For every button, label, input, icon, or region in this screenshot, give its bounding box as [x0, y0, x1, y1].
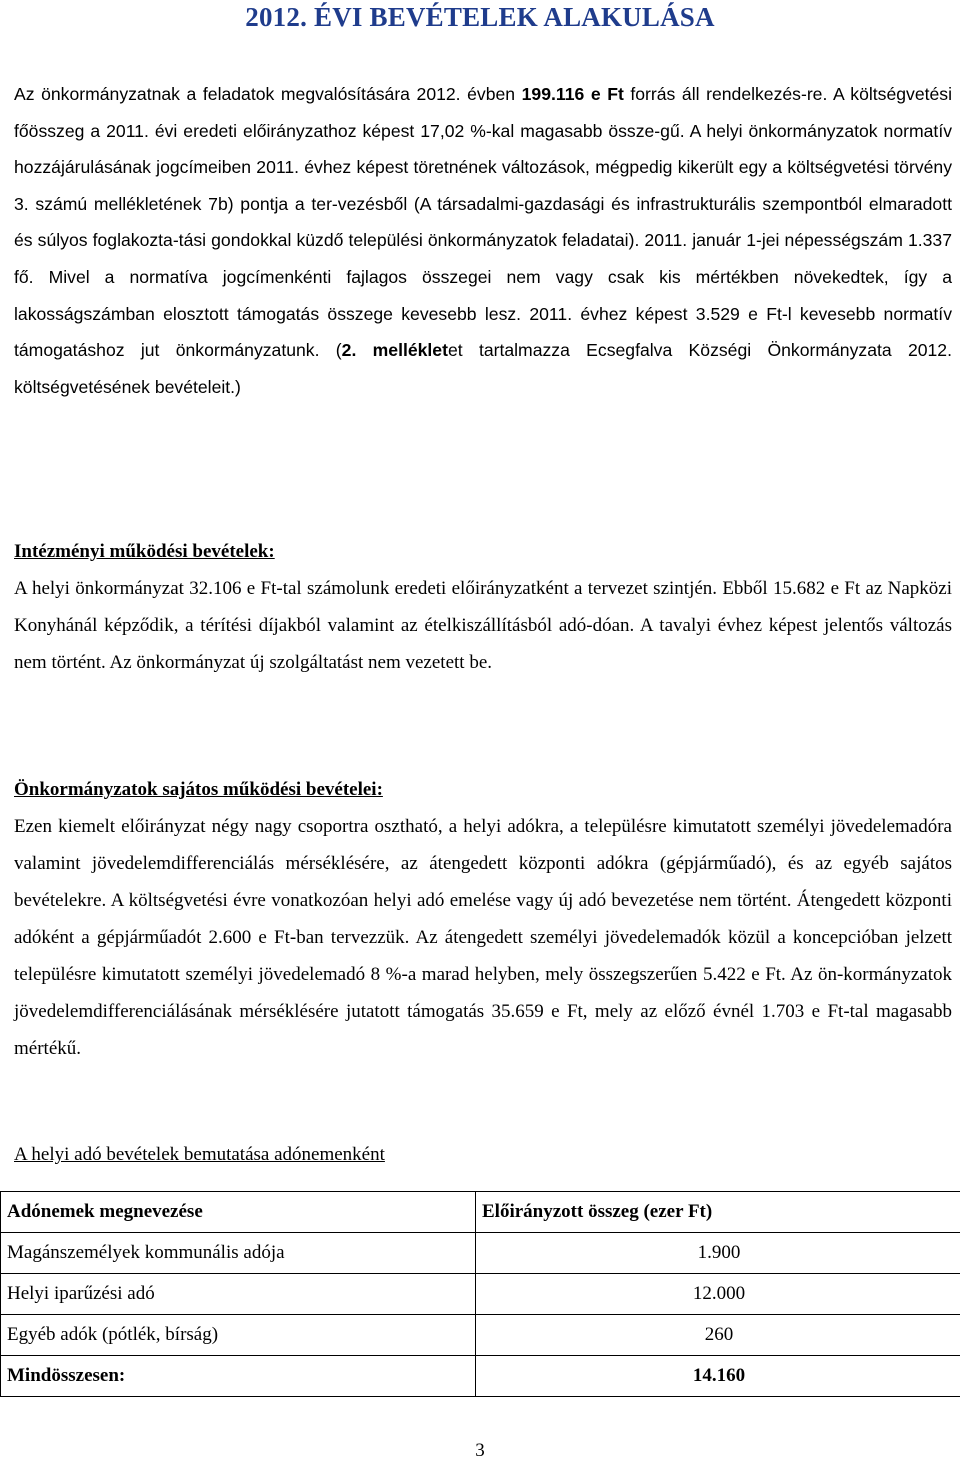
page-title: 2012. ÉVI BEVÉTELEK ALAKULÁSA	[245, 2, 715, 32]
tax-amount-cell: 260	[476, 1315, 960, 1356]
tax-name-cell: Egyéb adók (pótlék, bírság)	[1, 1315, 476, 1356]
local-tax-table	[0, 1191, 960, 1397]
table-header-amount: Előirányzott összeg (ezer Ft)	[476, 1192, 960, 1233]
intro-paragraph	[14, 76, 952, 405]
institutional-revenue-heading: Intézményi működési bevételek:	[14, 541, 275, 562]
intro-text-1: Az önkormányzatnak a feladatok megvalósítására 2012. évben	[14, 84, 522, 104]
institutional-revenue-paragraph: A helyi önkormányzat 32.106 e Ft-tal számolunk eredeti előirányzatként a tervezet szintjén. Ebből 15.682 e Ft az Napközi Konyhánál képződik, a térítési díjakból valamint az ételkiszállításból adó-dóan. A tavalyi évhez képest jelentős változás nem történt. Az önkormányzat új szolgáltatást nem vezetett be.	[14, 578, 952, 673]
own-revenue-heading: Önkormányzatok sajátos működési bevételei:	[14, 779, 383, 800]
tax-name-cell: Helyi iparűzési adó	[1, 1274, 476, 1315]
table-row	[1, 1274, 960, 1315]
table-row	[1, 1315, 960, 1356]
table-header-row	[1, 1192, 960, 1233]
institutional-revenue-section	[14, 533, 952, 681]
table-total-row	[1, 1356, 960, 1397]
tax-name-cell: Magánszemélyek kommunális adója	[1, 1233, 476, 1274]
local-tax-subheading: A helyi adó bevételek bemutatása adónemenként	[14, 1144, 385, 1165]
total-label-cell: Mindösszesen:	[1, 1356, 476, 1397]
total-amount-cell: 14.160	[476, 1356, 960, 1397]
own-revenue-paragraph: Ezen kiemelt előirányzat négy nagy csoportra osztható, a helyi adókra, a településre kimutatott személyi jövedelemadóra valamint jövedelemdifferenciálás mérséklésére, az átengedett központi adókra (gépjárműadó), és az egyéb sajátos bevételekre. A költségvetési évre vonatkozóan helyi adó emelése vagy új adó bevezetése nem történt. Átengedett központi adóként a gépjárműadót 2.600 e Ft-ban tervezzük. Az átengedett személyi jövedelemadók közül a koncepcióban jelzett településre kimutatott személyi jövedelemadó 8 %-a marad helyben, mely összegszerűen 5.422 e Ft. Az ön-kormányzatok jövedelemdifferenciálásának mérséklésére jutatott támogatás 35.659 e Ft, mely az előző évnél 1.703 e Ft-tal magasabb mértékű.	[14, 816, 952, 1059]
page-number: 3	[475, 1440, 485, 1461]
intro-text-3: et tartalmazza Ecsegfalva Községi Önkormányzata 2012. költségvetésének bevételeit.)	[14, 340, 952, 397]
table-header-name: Adónemek megnevezése	[1, 1192, 476, 1233]
tax-amount-cell: 12.000	[476, 1274, 960, 1315]
intro-section	[14, 76, 952, 405]
intro-annex-reference: 2. melléklet	[341, 340, 448, 361]
intro-total-amount: 199.116 e Ft	[521, 84, 624, 104]
local-tax-section	[14, 1136, 952, 1173]
intro-text-2: forrás áll rendelkezés-re. A költségvetési főösszeg a 2011. évi eredeti előirányzathoz képest 17,02 %-kal magasabb össze-gű. A helyi önkormányzatok normatív hozzájárulásának jogcímeiben 2011. évhez képest töretnének változások, mégpedig kikerült egy a költségvetési törvény 3. számú mellékletének 7b) pontja a ter-vezésből (A társadalmi-gazdasági és infrastrukturális szempontból elmaradott és súlyos foglakozta-tási gondokkal küzdő települési önkormányzatok feladatai). 2011. január 1-jei népességszám 1.337 fő. Mivel a normatíva jogcímenkénti fajlagos összegei nem vagy csak kis mértékben növekedtek, így a lakosságszámban elosztott támogatás összege kevesebb lesz. 2011. évhez képest 3.529 e Ft-l kevesebb normatív támogatáshoz jut önkormányzatunk. (	[14, 84, 952, 361]
own-revenue-section	[14, 771, 952, 1067]
table-row	[1, 1233, 960, 1274]
tax-amount-cell: 1.900	[476, 1233, 960, 1274]
